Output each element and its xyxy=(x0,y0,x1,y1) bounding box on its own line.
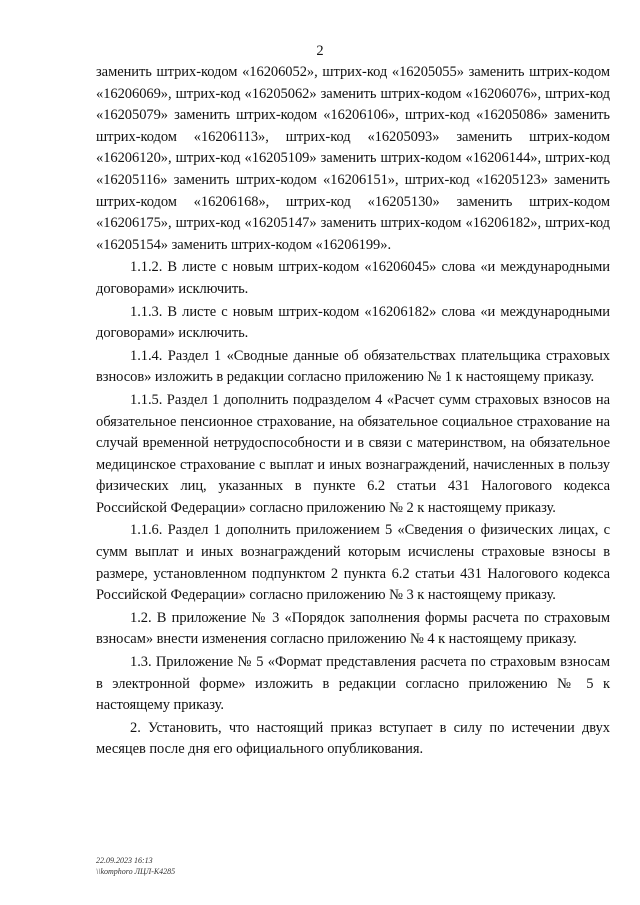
paragraph-1-1-6: 1.1.6. Раздел 1 дополнить приложением 5 «Сведения о физических лицах, с сумм выплат и иных вознаграждений которым исчислены страховые взносы в размере, установленном подпунктом 2 пункта 6.2 статьи 431 Налогового кодекса Российской Федерации» согласно приложению № 3 к настоящему приказу. xyxy=(96,522,610,604)
footer-timestamp: 22.09.2023 16:13 xyxy=(96,856,153,865)
paragraph-1-2: 1.2. В приложение № 3 «Порядок заполнения формы расчета по страховым взносам» внести изменения согласно приложению № 4 к настоящему приказу. xyxy=(96,609,610,648)
document-footer xyxy=(96,856,175,877)
footer-document-id: \\komphoro ЛЦЛ-К4285 xyxy=(96,866,176,876)
paragraph-1-1-5: 1.1.5. Раздел 1 дополнить подразделом 4 «Расчет сумм страховых взносов на обязательное пенсионное страхование, на обязательное социальное страхование на случай временной нетрудоспособности и в связи с материнством, на обязательное медицинское страхование с выплат и иных вознаграждений, начисленных в пользу физических лиц, указанных в пункте 6.2 статьи 431 Налогового кодекса Российской Федерации» согласно приложению № 2 к настоящему приказу. xyxy=(96,391,610,516)
paragraph-1-1-4: 1.1.4. Раздел 1 «Сводные данные об обязательствах плательщика страховых взносов» изложить в редакции согласно приложению № 1 к настоящему приказу. xyxy=(96,347,610,386)
paragraph-1-3: 1.3. Приложение № 5 «Формат представления расчета по страховым взносам в электронной форме» изложить в редакции согласно приложению № 5 к настоящему приказу. xyxy=(96,654,610,714)
paragraph-barcode-replacements: заменить штрих-кодом «16206052», штрих-код «16205055» заменить штрих-кодом «16206069», штрих-код «16205062» заменить штрих-кодом «16206076», штрих-код «16205079» заменить штрих-кодом «16206106», штрих-код «16205086» заменить штрих-кодом «16206113», штрих-код «16205093» заменить штрих-кодом «16206120», штрих-код «16205109» заменить штрих-кодом «16206144», штрих-код «16205116» заменить штрих-кодом «16206151», штрих-код «16205123» заменить штрих-кодом «16206168», штрих-код «16205130» заменить штрих-кодом «16206175», штрих-код «16205147» заменить штрих-кодом «16206182», штрих-код «16205154» заменить штрих-кодом «16206199». xyxy=(96,64,610,253)
document-body xyxy=(96,62,610,761)
page-number: 2 xyxy=(316,43,324,59)
paragraph-1-1-2: 1.1.2. В листе с новым штрих-кодом «16206045» слова «и международными договорами» исключить. xyxy=(96,259,610,297)
paragraph-1-1-3: 1.1.3. В листе с новым штрих-кодом «16206182» слова «и международными договорами» исключить. xyxy=(96,303,610,342)
paragraph-2: 2. Установить, что настоящий приказ вступает в силу по истечении двух месяцев после дня его официального опубликования. xyxy=(96,719,610,758)
